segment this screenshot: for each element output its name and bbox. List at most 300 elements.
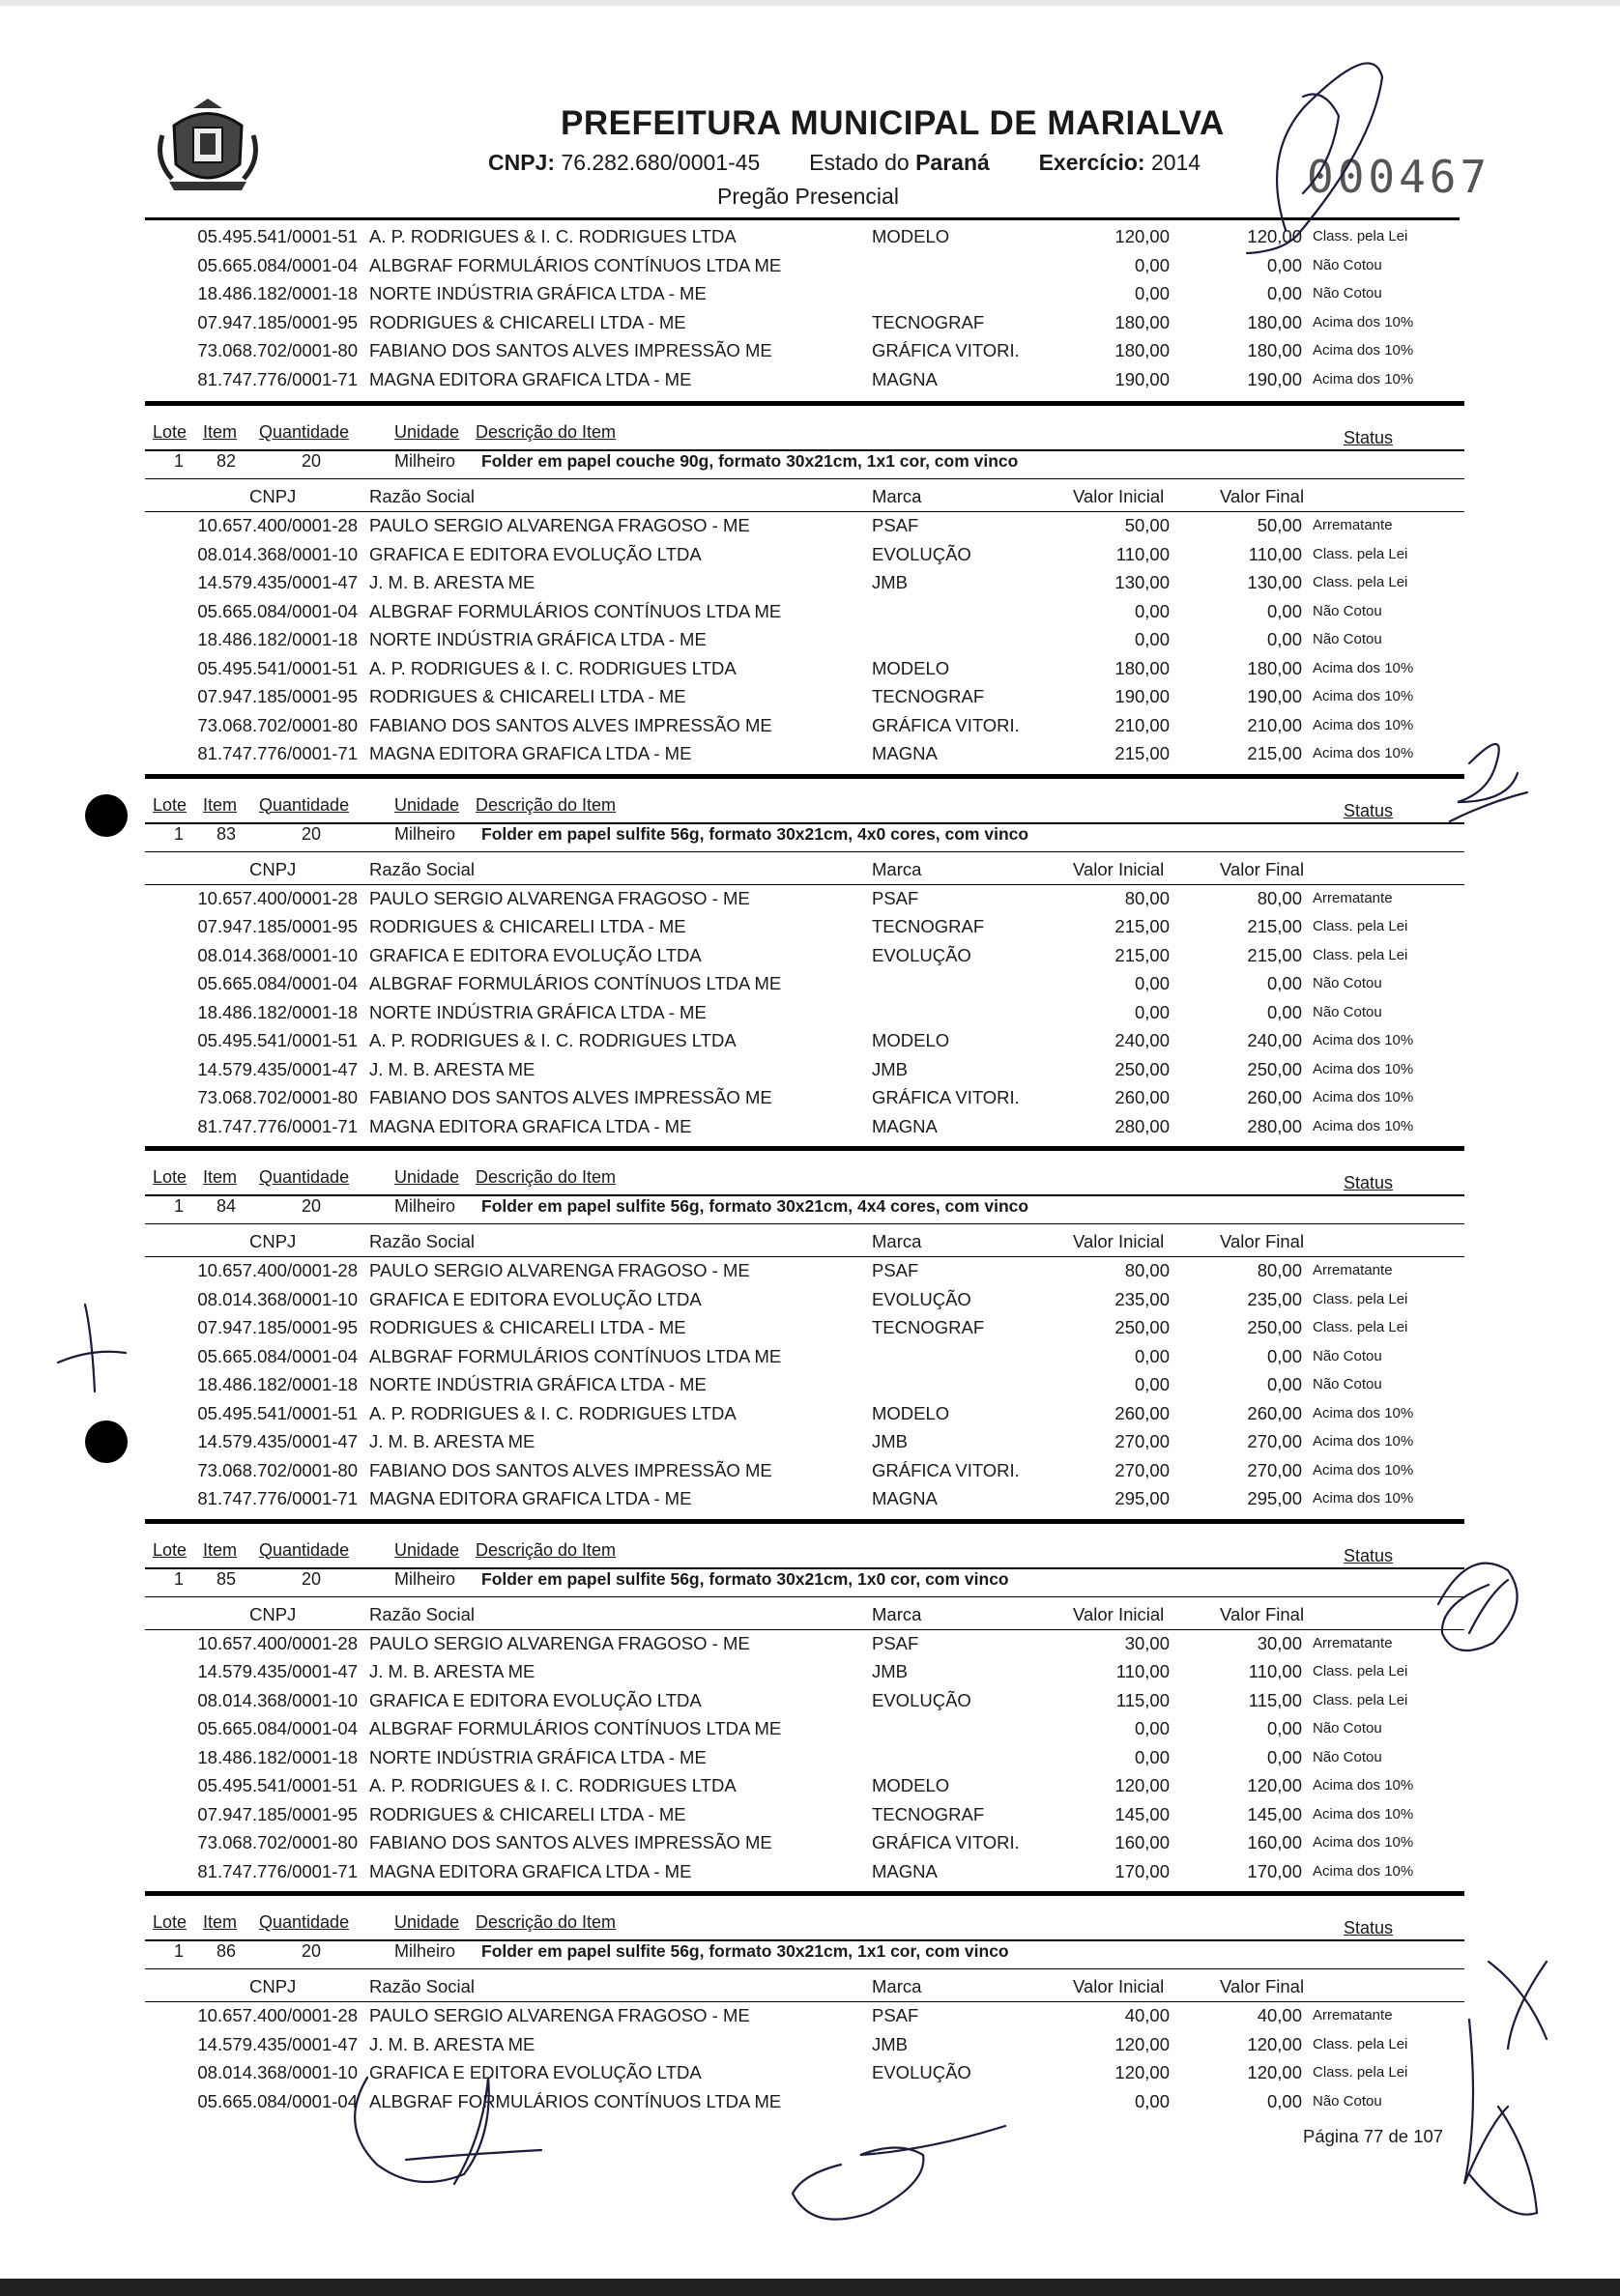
bidder-cnpj: 05.665.084/0001-04 [197, 2090, 358, 2111]
cnpj-column-header: CNPJ [249, 486, 297, 506]
bid-status: Class. pela Lei [1313, 228, 1408, 244]
bid-status: Class. pela Lei [1313, 545, 1408, 562]
final-value: 250,00 [1247, 1317, 1302, 1337]
bid-status: Não Cotou [1313, 602, 1382, 619]
final-value: 0,00 [1266, 1345, 1302, 1366]
bidder-brand: MAGNA [872, 368, 938, 389]
bid-row [0, 1087, 1620, 1114]
status-label: Status [1344, 800, 1394, 820]
column-headers [0, 1604, 1620, 1629]
unit-value: Milheiro [394, 451, 456, 471]
bidder-cnpj: 14.579.435/0001-47 [197, 572, 358, 592]
initial-value: 0,00 [1134, 1746, 1170, 1767]
bidder-name: RODRIGUES & CHICARELI LTDA - ME [369, 916, 686, 936]
item-label: Item [203, 1167, 238, 1187]
final-value: 0,00 [1266, 254, 1302, 275]
estado-label: Estado do [809, 150, 910, 175]
bid-row [0, 572, 1620, 599]
bid-row [0, 658, 1620, 685]
razao-column-header: Razão Social [369, 486, 476, 506]
exercicio-label: Exercício: [1038, 150, 1145, 175]
bid-status: Arrematante [1313, 1262, 1393, 1278]
bidder-cnpj: 73.068.702/0001-80 [197, 1832, 358, 1852]
initial-value: 295,00 [1114, 1488, 1170, 1508]
item-number: 83 [217, 823, 237, 844]
initial-value: 0,00 [1134, 1718, 1170, 1738]
lote-number: 1 [174, 1196, 185, 1216]
final-value: 270,00 [1247, 1459, 1302, 1480]
bid-status: Acima dos 10% [1313, 659, 1414, 676]
bidder-brand: MAGNA [872, 1488, 938, 1508]
unit-value: Milheiro [394, 1196, 456, 1216]
lot-info-rule [145, 1968, 1464, 1969]
final-value: 80,00 [1257, 1260, 1302, 1280]
lote-label: Lote [153, 422, 188, 442]
bidder-name: A. P. RODRIGUES & I. C. RODRIGUES LTDA [369, 1402, 737, 1423]
bidder-name: PAULO SERGIO ALVARENGA FRAGOSO - ME [369, 515, 750, 535]
final-value: 0,00 [1266, 629, 1302, 649]
bid-row [0, 1775, 1620, 1802]
initial-value: 115,00 [1115, 1689, 1170, 1710]
status-label: Status [1344, 1545, 1394, 1565]
item-label: Item [203, 794, 238, 815]
initial-value: 280,00 [1114, 1115, 1170, 1136]
bid-row [0, 1804, 1620, 1831]
column-header-rule [145, 884, 1464, 885]
cnpj-column-header: CNPJ [249, 1976, 297, 1996]
unidade-label: Unidade [394, 1539, 460, 1560]
bidder-name: FABIANO DOS SANTOS ALVES IMPRESSÃO ME [369, 714, 772, 735]
bidder-brand: JMB [872, 2033, 908, 2054]
item-description: Folder em papel sulfite 56g, formato 30x21cm, 4x0 cores, com vinco [481, 823, 1029, 844]
bidder-cnpj: 10.657.400/0001-28 [197, 1632, 358, 1653]
bidder-cnpj: 81.747.776/0001-71 [197, 1860, 358, 1881]
final-value: 130,00 [1247, 572, 1302, 592]
bid-status: Class. pela Lei [1313, 918, 1408, 934]
bidder-cnpj: 05.495.541/0001-51 [197, 1402, 358, 1423]
initial-value: 80,00 [1124, 887, 1170, 908]
descricao-label: Descrição do Item [476, 1912, 617, 1932]
initial-value: 0,00 [1134, 1001, 1170, 1022]
item-label: Item [203, 422, 238, 442]
bid-row [0, 544, 1620, 571]
unidade-label: Unidade [394, 1912, 460, 1932]
initial-value: 120,00 [1114, 226, 1170, 246]
bid-row [0, 1861, 1620, 1888]
bid-row [0, 601, 1620, 628]
final-value: 215,00 [1247, 743, 1302, 763]
bid-status: Class. pela Lei [1313, 946, 1408, 963]
initial-value: 250,00 [1114, 1317, 1170, 1337]
lot-info-row [0, 824, 1620, 849]
bid-status: Acima dos 10% [1313, 1461, 1414, 1478]
lote-number: 1 [174, 1568, 185, 1589]
bidder-cnpj: 14.579.435/0001-47 [197, 1058, 358, 1079]
bid-status: Class. pela Lei [1313, 2035, 1408, 2052]
item-description: Folder em papel sulfite 56g, formato 30x21cm, 1x1 cor, com vinco [481, 1941, 1009, 1961]
bid-status: Class. pela Lei [1313, 1319, 1408, 1335]
bidder-brand: PSAF [872, 515, 919, 535]
bid-status: Acima dos 10% [1313, 1490, 1414, 1507]
quantidade-label: Quantidade [259, 794, 350, 815]
bid-row [0, 515, 1620, 542]
marca-column-header: Marca [872, 1976, 922, 1996]
lot-header-labels [0, 1167, 1620, 1192]
initial-value: 160,00 [1114, 1832, 1170, 1852]
bidder-brand: EVOLUÇÃO [872, 944, 971, 965]
bid-status: Acima dos 10% [1313, 1433, 1414, 1449]
final-value: 50,00 [1257, 515, 1302, 535]
bidder-cnpj: 08.014.368/0001-10 [197, 944, 358, 965]
bid-row [0, 1403, 1620, 1430]
final-value: 180,00 [1247, 311, 1302, 332]
final-value: 270,00 [1247, 1431, 1302, 1451]
lot-info-rule [145, 1596, 1464, 1597]
initial-value: 235,00 [1114, 1288, 1170, 1309]
bidder-name: GRAFICA E EDITORA EVOLUÇÃO LTDA [369, 1288, 702, 1309]
final-value: 120,00 [1247, 2033, 1302, 2054]
bid-status: Não Cotou [1313, 1347, 1382, 1364]
unidade-label: Unidade [394, 794, 460, 815]
bidder-brand: MODELO [872, 1775, 950, 1795]
bid-row [0, 973, 1620, 1000]
descricao-label: Descrição do Item [476, 422, 617, 442]
initial-value: 120,00 [1114, 2062, 1170, 2082]
final-value: 160,00 [1247, 1832, 1302, 1852]
final-value: 190,00 [1247, 368, 1302, 389]
final-value: 30,00 [1257, 1632, 1302, 1653]
bidder-brand: JMB [872, 572, 908, 592]
valor-inicial-column-header: Valor Inicial [1073, 486, 1165, 506]
punch-hole [85, 1421, 128, 1463]
bidder-cnpj: 07.947.185/0001-95 [197, 1317, 358, 1337]
bidder-name: NORTE INDÚSTRIA GRÁFICA LTDA - ME [369, 1001, 707, 1022]
section-end-rule [145, 1146, 1464, 1151]
final-value: 180,00 [1247, 657, 1302, 678]
bid-status: Não Cotou [1313, 1720, 1382, 1736]
column-header-rule [145, 1629, 1464, 1630]
bid-row [0, 1747, 1620, 1774]
bidder-brand: JMB [872, 1058, 908, 1079]
final-value: 210,00 [1247, 714, 1302, 735]
bidder-name: RODRIGUES & CHICARELI LTDA - ME [369, 311, 686, 332]
initial-value: 110,00 [1115, 1661, 1170, 1681]
bidder-cnpj: 08.014.368/0001-10 [197, 1288, 358, 1309]
final-value: 120,00 [1247, 1775, 1302, 1795]
bidder-name: A. P. RODRIGUES & I. C. RODRIGUES LTDA [369, 226, 737, 246]
initial-value: 120,00 [1114, 1775, 1170, 1795]
initial-value: 180,00 [1114, 657, 1170, 678]
bidder-name: FABIANO DOS SANTOS ALVES IMPRESSÃO ME [369, 1087, 772, 1107]
bidder-name: ALBGRAF FORMULÁRIOS CONTÍNUOS LTDA ME [369, 254, 782, 275]
lote-label: Lote [153, 1167, 188, 1187]
bid-status: Arrematante [1313, 2007, 1393, 2023]
initial-value: 40,00 [1124, 2005, 1170, 2025]
bidder-name: PAULO SERGIO ALVARENGA FRAGOSO - ME [369, 1632, 750, 1653]
unidade-label: Unidade [394, 422, 460, 442]
initial-value: 0,00 [1134, 2090, 1170, 2111]
bid-row [0, 312, 1620, 339]
bidder-cnpj: 81.747.776/0001-71 [197, 1115, 358, 1136]
bid-row [0, 686, 1620, 713]
final-value: 235,00 [1247, 1288, 1302, 1309]
bid-status: Não Cotou [1313, 285, 1382, 301]
bidder-cnpj: 07.947.185/0001-95 [197, 1803, 358, 1824]
bidder-name: NORTE INDÚSTRIA GRÁFICA LTDA - ME [369, 629, 707, 649]
bidder-cnpj: 18.486.182/0001-18 [197, 1746, 358, 1767]
initial-value: 270,00 [1114, 1431, 1170, 1451]
bidder-cnpj: 10.657.400/0001-28 [197, 887, 358, 908]
bidder-brand: EVOLUÇÃO [872, 543, 971, 564]
bidder-brand: GRÁFICA VITORI. [872, 1087, 1020, 1107]
bidder-cnpj: 10.657.400/0001-28 [197, 2005, 358, 2025]
bidder-name: NORTE INDÚSTRIA GRÁFICA LTDA - ME [369, 1746, 707, 1767]
initial-value: 145,00 [1114, 1803, 1170, 1824]
bid-status: Não Cotou [1313, 1376, 1382, 1392]
bidder-brand: PSAF [872, 1260, 919, 1280]
bidder-cnpj: 10.657.400/0001-28 [197, 515, 358, 535]
quantity-value: 20 [302, 823, 322, 844]
bidder-name: NORTE INDÚSTRIA GRÁFICA LTDA - ME [369, 283, 707, 303]
initial-value: 110,00 [1115, 543, 1170, 564]
initial-value: 240,00 [1114, 1030, 1170, 1050]
lot-info-rule [145, 1223, 1464, 1224]
bidder-cnpj: 81.747.776/0001-71 [197, 368, 358, 389]
quantity-value: 20 [302, 451, 322, 471]
item-label: Item [203, 1539, 238, 1560]
initial-value: 0,00 [1134, 254, 1170, 275]
lot-info-rule [145, 851, 1464, 852]
lot-header-labels [0, 1912, 1620, 1937]
bid-row [0, 283, 1620, 310]
bidder-name: RODRIGUES & CHICARELI LTDA - ME [369, 686, 686, 706]
lote-number: 1 [174, 451, 185, 471]
estado-value: Paraná [915, 150, 990, 175]
bidder-name: GRAFICA E EDITORA EVOLUÇÃO LTDA [369, 1689, 702, 1710]
bid-status: Acima dos 10% [1313, 342, 1414, 359]
bidder-brand: MODELO [872, 1402, 950, 1423]
final-value: 115,00 [1248, 1689, 1302, 1710]
bid-status: Acima dos 10% [1313, 1404, 1414, 1421]
final-value: 80,00 [1257, 887, 1302, 908]
bidder-cnpj: 05.495.541/0001-51 [197, 657, 358, 678]
final-value: 0,00 [1266, 1746, 1302, 1767]
bidder-brand: GRÁFICA VITORI. [872, 1459, 1020, 1480]
section-end-rule [145, 401, 1464, 406]
bid-row [0, 1116, 1620, 1143]
bidder-brand: TECNOGRAF [872, 916, 985, 936]
modalidade-label: Pregão Presencial [717, 184, 899, 209]
bid-status: Arrematante [1313, 1634, 1393, 1651]
page-footer: Página 77 de 107 [1303, 2126, 1444, 2146]
bid-status: Acima dos 10% [1313, 1834, 1414, 1851]
bidder-cnpj: 18.486.182/0001-18 [197, 629, 358, 649]
initial-value: 120,00 [1114, 2033, 1170, 2054]
initial-value: 0,00 [1134, 1345, 1170, 1366]
municipal-crest-logo [155, 97, 261, 193]
final-value: 0,00 [1266, 1374, 1302, 1394]
bidder-name: PAULO SERGIO ALVARENGA FRAGOSO - ME [369, 887, 750, 908]
initial-value: 250,00 [1114, 1058, 1170, 1079]
descricao-label: Descrição do Item [476, 1539, 617, 1560]
bidder-brand: GRÁFICA VITORI. [872, 340, 1020, 360]
cnpj-column-header: CNPJ [249, 858, 297, 879]
status-label: Status [1344, 1173, 1394, 1192]
initial-value: 80,00 [1124, 1260, 1170, 1280]
bidder-name: A. P. RODRIGUES & I. C. RODRIGUES LTDA [369, 1030, 737, 1050]
item-number: 84 [217, 1196, 237, 1216]
bidder-name: A. P. RODRIGUES & I. C. RODRIGUES LTDA [369, 657, 737, 678]
bid-row [0, 945, 1620, 972]
bidder-cnpj: 81.747.776/0001-71 [197, 743, 358, 763]
bidder-name: GRAFICA E EDITORA EVOLUÇÃO LTDA [369, 543, 702, 564]
item-description: Folder em papel sulfite 56g, formato 30x21cm, 4x4 cores, com vinco [481, 1196, 1029, 1216]
bid-status: Class. pela Lei [1313, 574, 1408, 590]
lot-header-labels [0, 795, 1620, 820]
bid-status: Acima dos 10% [1313, 1089, 1414, 1105]
lote-label: Lote [153, 1912, 188, 1932]
bidder-brand: GRÁFICA VITORI. [872, 1832, 1020, 1852]
bid-status: Acima dos 10% [1313, 716, 1414, 733]
bidder-brand: PSAF [872, 2005, 919, 2025]
bid-row [0, 2062, 1620, 2089]
initial-value: 0,00 [1134, 629, 1170, 649]
bidder-name: J. M. B. ARESTA ME [369, 1431, 535, 1451]
bidder-cnpj: 18.486.182/0001-18 [197, 283, 358, 303]
final-value: 0,00 [1266, 600, 1302, 621]
lote-label: Lote [153, 794, 188, 815]
final-value: 170,00 [1247, 1860, 1302, 1881]
scan-bottom-edge [0, 2279, 1620, 2296]
bidder-name: MAGNA EDITORA GRAFICA LTDA - ME [369, 368, 692, 389]
bidder-brand: EVOLUÇÃO [872, 1288, 971, 1309]
bidder-brand: TECNOGRAF [872, 686, 985, 706]
bid-row [0, 888, 1620, 915]
final-value: 40,00 [1257, 2005, 1302, 2025]
bid-status: Não Cotou [1313, 256, 1382, 273]
bid-status: Arrematante [1313, 889, 1393, 906]
final-value: 260,00 [1247, 1087, 1302, 1107]
page-number-stamp: 000467 [1307, 151, 1491, 203]
unit-value: Milheiro [394, 823, 456, 844]
bid-status: Class. pela Lei [1313, 1663, 1408, 1679]
bidder-cnpj: 05.665.084/0001-04 [197, 1345, 358, 1366]
item-label: Item [203, 1912, 238, 1932]
column-headers [0, 859, 1620, 884]
bid-row [0, 255, 1620, 282]
bidder-cnpj: 05.665.084/0001-04 [197, 254, 358, 275]
bid-status: Acima dos 10% [1313, 313, 1414, 330]
bidder-name: J. M. B. ARESTA ME [369, 2033, 535, 2054]
item-number: 82 [217, 451, 237, 471]
final-value: 280,00 [1247, 1115, 1302, 1136]
bid-row [0, 1460, 1620, 1487]
column-header-rule [145, 2001, 1464, 2002]
bidder-name: ALBGRAF FORMULÁRIOS CONTÍNUOS LTDA ME [369, 600, 782, 621]
bidder-name: GRAFICA E EDITORA EVOLUÇÃO LTDA [369, 944, 702, 965]
bid-row [0, 715, 1620, 742]
column-headers [0, 486, 1620, 511]
bidder-brand: TECNOGRAF [872, 311, 985, 332]
bidder-brand: MAGNA [872, 1860, 938, 1881]
bid-row [0, 1661, 1620, 1688]
bidder-cnpj: 07.947.185/0001-95 [197, 916, 358, 936]
initial-value: 190,00 [1114, 686, 1170, 706]
exercicio-value: 2014 [1150, 150, 1201, 175]
item-number: 86 [217, 1941, 237, 1961]
bidder-brand: TECNOGRAF [872, 1317, 985, 1337]
final-value: 180,00 [1247, 340, 1302, 360]
bid-row [0, 369, 1620, 396]
bid-row [0, 1002, 1620, 1029]
bid-status: Não Cotou [1313, 1748, 1382, 1765]
final-value: 120,00 [1247, 226, 1302, 246]
bid-row [0, 1633, 1620, 1660]
bidder-name: MAGNA EDITORA GRAFICA LTDA - ME [369, 1115, 692, 1136]
unidade-label: Unidade [394, 1167, 460, 1187]
lot-info-row [0, 451, 1620, 476]
razao-column-header: Razão Social [369, 1976, 476, 1996]
bid-row [0, 1289, 1620, 1316]
bidder-cnpj: 73.068.702/0001-80 [197, 1087, 358, 1107]
initial-value: 215,00 [1114, 944, 1170, 965]
bidder-name: MAGNA EDITORA GRAFICA LTDA - ME [369, 1860, 692, 1881]
lote-number: 1 [174, 1941, 185, 1961]
bid-status: Não Cotou [1313, 631, 1382, 647]
initial-value: 215,00 [1114, 743, 1170, 763]
bidder-cnpj: 05.665.084/0001-04 [197, 973, 358, 993]
bid-row [0, 2034, 1620, 2061]
cnpj-label: CNPJ: [488, 150, 556, 175]
status-label: Status [1344, 1918, 1394, 1937]
bid-status: Acima dos 10% [1313, 1060, 1414, 1077]
bidder-cnpj: 07.947.185/0001-95 [197, 686, 358, 706]
bidder-cnpj: 08.014.368/0001-10 [197, 543, 358, 564]
bidder-brand: MODELO [872, 226, 950, 246]
valor-final-column-header: Valor Final [1220, 486, 1305, 506]
initial-value: 50,00 [1124, 515, 1170, 535]
bidder-brand: JMB [872, 1431, 908, 1451]
final-value: 0,00 [1266, 973, 1302, 993]
column-headers [0, 1231, 1620, 1256]
bidder-name: ALBGRAF FORMULÁRIOS CONTÍNUOS LTDA ME [369, 1345, 782, 1366]
valor-final-column-header: Valor Final [1220, 1231, 1305, 1251]
bidder-cnpj: 18.486.182/0001-18 [197, 1374, 358, 1394]
bidder-name: J. M. B. ARESTA ME [369, 1058, 535, 1079]
valor-final-column-header: Valor Final [1220, 858, 1305, 879]
bid-row [0, 226, 1620, 253]
descricao-label: Descrição do Item [476, 794, 617, 815]
bidder-cnpj: 05.495.541/0001-51 [197, 226, 358, 246]
lot-info-row [0, 1941, 1620, 1966]
column-header-rule [145, 511, 1464, 512]
bidder-brand: PSAF [872, 1632, 919, 1653]
item-description: Folder em papel couche 90g, formato 30x21cm, 1x1 cor, com vinco [481, 451, 1019, 471]
unit-value: Milheiro [394, 1568, 456, 1589]
bid-status: Acima dos 10% [1313, 1032, 1414, 1048]
initial-value: 210,00 [1114, 714, 1170, 735]
bidder-brand: PSAF [872, 887, 919, 908]
bid-row [0, 1431, 1620, 1458]
bid-row [0, 1488, 1620, 1515]
bid-status: Acima dos 10% [1313, 745, 1414, 761]
valor-final-column-header: Valor Final [1220, 1976, 1305, 1996]
bidder-cnpj: 05.495.541/0001-51 [197, 1030, 358, 1050]
initial-value: 0,00 [1134, 600, 1170, 621]
razao-column-header: Razão Social [369, 1603, 476, 1624]
bid-row [0, 2005, 1620, 2032]
header-subline [488, 150, 1201, 176]
